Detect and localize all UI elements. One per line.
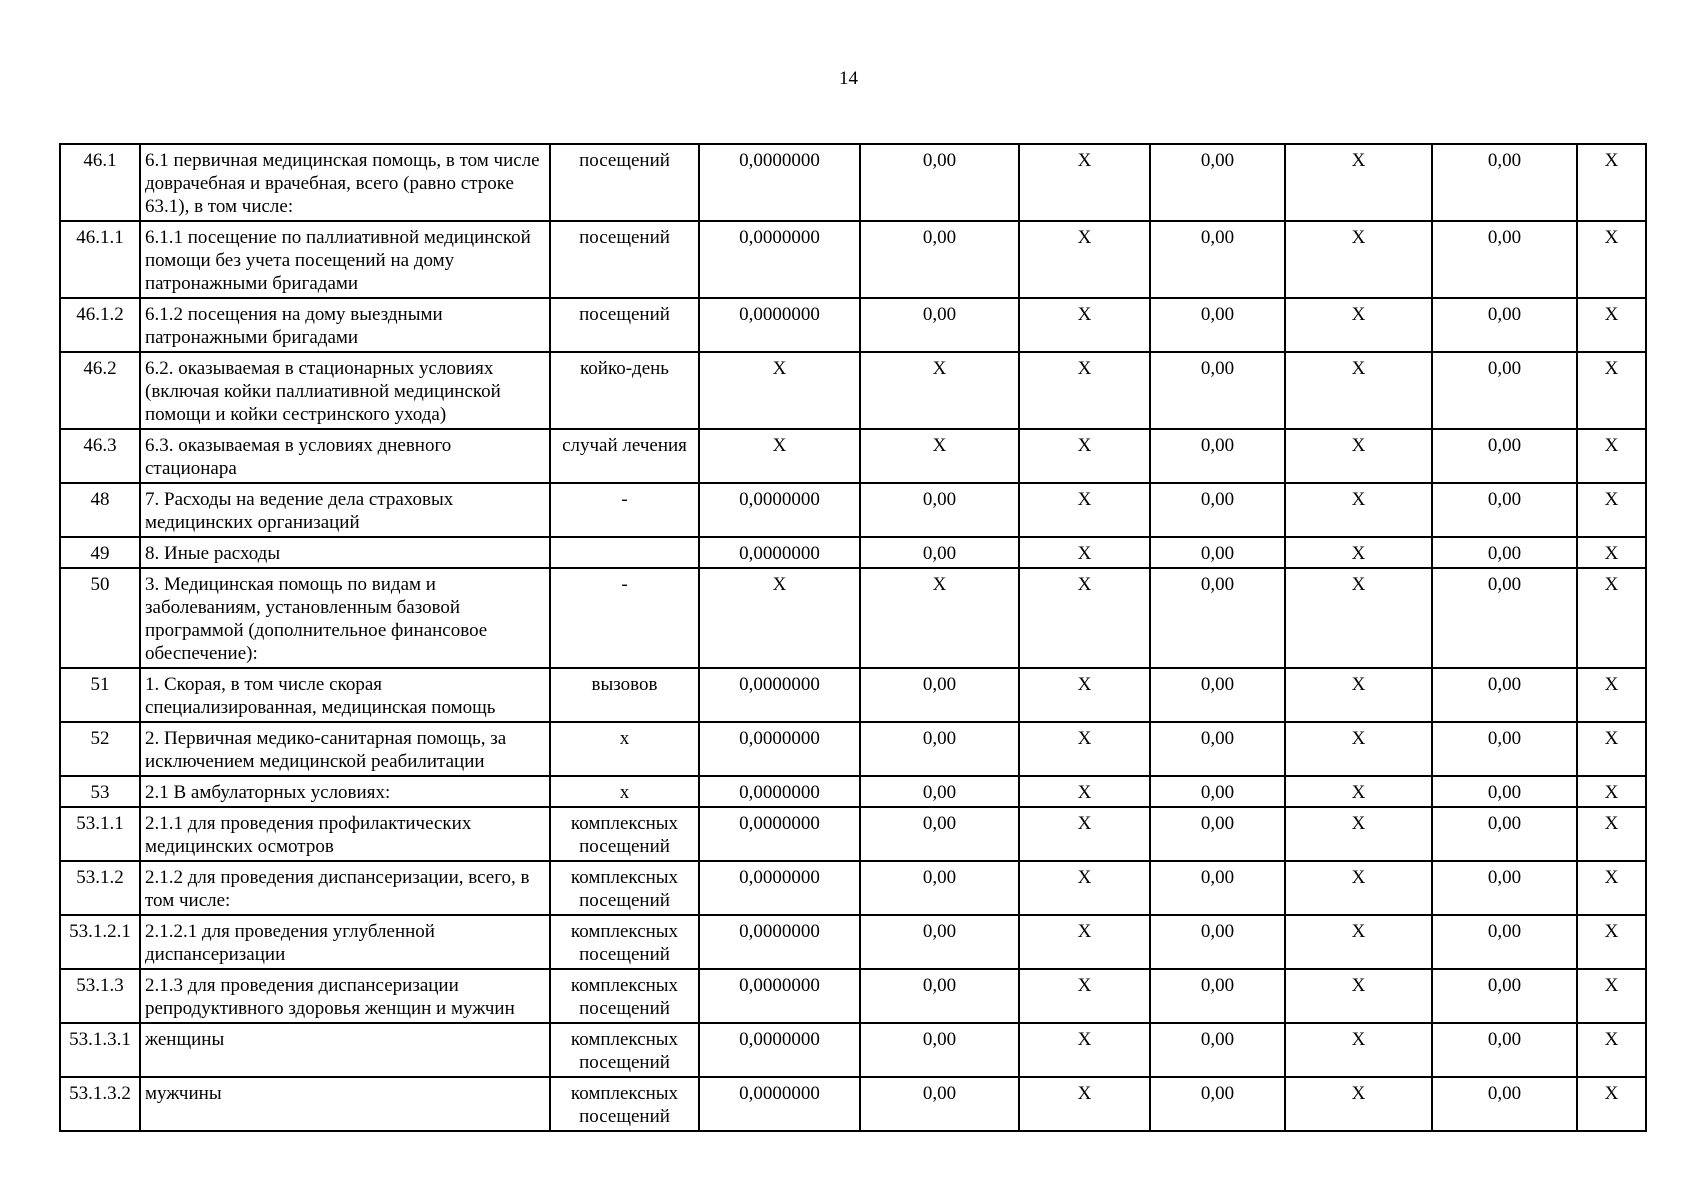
value-cell-2: 0,00	[860, 1077, 1019, 1131]
row-number-cell: 50	[60, 568, 140, 668]
value-cell-2: X	[860, 352, 1019, 429]
value-cell-4: 0,00	[1150, 668, 1285, 722]
value-cell-3: X	[1019, 861, 1150, 915]
unit-cell: койко-день	[550, 352, 699, 429]
value-cell-3: X	[1019, 1023, 1150, 1077]
unit-cell: -	[550, 483, 699, 537]
value-cell-3: X	[1019, 537, 1150, 568]
value-cell-6: 0,00	[1432, 352, 1577, 429]
table-row	[60, 298, 1646, 352]
value-cell-7: X	[1577, 807, 1646, 861]
value-cell-4: 0,00	[1150, 1077, 1285, 1131]
value-cell-4: 0,00	[1150, 1023, 1285, 1077]
value-cell-4: 0,00	[1150, 915, 1285, 969]
table-row	[60, 1077, 1646, 1131]
row-name-cell: 3. Медицинская помощь по видам и заболеваниям, установленным базовой программой (дополнительное финансовое обеспечение):	[140, 568, 550, 668]
value-cell-2: 0,00	[860, 537, 1019, 568]
row-number-cell: 53.1.3.1	[60, 1023, 140, 1077]
value-cell-4: 0,00	[1150, 298, 1285, 352]
value-cell-4: 0,00	[1150, 807, 1285, 861]
unit-cell: комплексных посещений	[550, 1077, 699, 1131]
value-cell-4: 0,00	[1150, 144, 1285, 221]
table-row	[60, 429, 1646, 483]
value-cell-3: X	[1019, 668, 1150, 722]
value-cell-7: X	[1577, 352, 1646, 429]
row-name-cell: 6.2. оказываемая в стационарных условиях (включая койки паллиативной медицинской помощи и койки сестринского ухода)	[140, 352, 550, 429]
table-row	[60, 221, 1646, 298]
value-cell-5: X	[1285, 298, 1432, 352]
unit-cell: комплексных посещений	[550, 915, 699, 969]
value-cell-1: X	[699, 352, 860, 429]
value-cell-6: 0,00	[1432, 861, 1577, 915]
value-cell-7: X	[1577, 776, 1646, 807]
unit-cell: х	[550, 722, 699, 776]
value-cell-6: 0,00	[1432, 483, 1577, 537]
value-cell-1: 0,0000000	[699, 144, 860, 221]
value-cell-1: 0,0000000	[699, 861, 860, 915]
value-cell-5: X	[1285, 668, 1432, 722]
value-cell-1: 0,0000000	[699, 483, 860, 537]
value-cell-6: 0,00	[1432, 722, 1577, 776]
value-cell-1: 0,0000000	[699, 915, 860, 969]
row-name-cell: 2. Первичная медико-санитарная помощь, за исключением медицинской реабилитации	[140, 722, 550, 776]
row-name-cell: женщины	[140, 1023, 550, 1077]
row-number-cell: 46.1.1	[60, 221, 140, 298]
value-cell-5: X	[1285, 429, 1432, 483]
table-row	[60, 969, 1646, 1023]
value-cell-7: X	[1577, 668, 1646, 722]
value-cell-1: 0,0000000	[699, 969, 860, 1023]
value-cell-6: 0,00	[1432, 537, 1577, 568]
table-row	[60, 668, 1646, 722]
unit-cell: посещений	[550, 221, 699, 298]
value-cell-3: X	[1019, 915, 1150, 969]
value-cell-2: 0,00	[860, 776, 1019, 807]
value-cell-7: X	[1577, 722, 1646, 776]
value-cell-3: X	[1019, 298, 1150, 352]
row-number-cell: 53.1.2.1	[60, 915, 140, 969]
value-cell-1: 0,0000000	[699, 221, 860, 298]
value-cell-4: 0,00	[1150, 352, 1285, 429]
value-cell-4: 0,00	[1150, 537, 1285, 568]
value-cell-5: X	[1285, 568, 1432, 668]
row-name-cell: 6.3. оказываемая в условиях дневного стационара	[140, 429, 550, 483]
value-cell-1: 0,0000000	[699, 722, 860, 776]
row-number-cell: 53	[60, 776, 140, 807]
row-number-cell: 52	[60, 722, 140, 776]
row-name-cell: 2.1.3 для проведения диспансеризации репродуктивного здоровья женщин и мужчин	[140, 969, 550, 1023]
value-cell-6: 0,00	[1432, 221, 1577, 298]
value-cell-1: 0,0000000	[699, 298, 860, 352]
row-name-cell: 2.1 В амбулаторных условиях:	[140, 776, 550, 807]
value-cell-4: 0,00	[1150, 969, 1285, 1023]
value-cell-5: X	[1285, 915, 1432, 969]
value-cell-3: X	[1019, 969, 1150, 1023]
value-cell-6: 0,00	[1432, 776, 1577, 807]
value-cell-6: 0,00	[1432, 668, 1577, 722]
unit-cell	[550, 537, 699, 568]
value-cell-2: X	[860, 429, 1019, 483]
value-cell-3: X	[1019, 429, 1150, 483]
table-row	[60, 915, 1646, 969]
value-cell-4: 0,00	[1150, 568, 1285, 668]
unit-cell: вызовов	[550, 668, 699, 722]
value-cell-3: X	[1019, 568, 1150, 668]
table-row	[60, 776, 1646, 807]
table-row	[60, 144, 1646, 221]
row-name-cell: 7. Расходы на ведение дела страховых медицинских организаций	[140, 483, 550, 537]
value-cell-1: X	[699, 568, 860, 668]
value-cell-2: 0,00	[860, 861, 1019, 915]
row-name-cell: 6.1.1 посещение по паллиативной медицинской помощи без учета посещений на дому патронажными бригадами	[140, 221, 550, 298]
value-cell-7: X	[1577, 861, 1646, 915]
row-number-cell: 49	[60, 537, 140, 568]
unit-cell: комплексных посещений	[550, 1023, 699, 1077]
value-cell-1: 0,0000000	[699, 776, 860, 807]
row-number-cell: 53.1.2	[60, 861, 140, 915]
value-cell-6: 0,00	[1432, 1077, 1577, 1131]
table-row	[60, 568, 1646, 668]
value-cell-3: X	[1019, 221, 1150, 298]
value-cell-5: X	[1285, 483, 1432, 537]
unit-cell: посещений	[550, 298, 699, 352]
value-cell-5: X	[1285, 776, 1432, 807]
value-cell-6: 0,00	[1432, 568, 1577, 668]
row-name-cell: 2.1.2 для проведения диспансеризации, всего, в том числе:	[140, 861, 550, 915]
value-cell-7: X	[1577, 1023, 1646, 1077]
value-cell-6: 0,00	[1432, 969, 1577, 1023]
value-cell-1: 0,0000000	[699, 807, 860, 861]
value-cell-2: 0,00	[860, 807, 1019, 861]
value-cell-3: X	[1019, 483, 1150, 537]
value-cell-7: X	[1577, 483, 1646, 537]
value-cell-2: 0,00	[860, 1023, 1019, 1077]
value-cell-5: X	[1285, 537, 1432, 568]
value-cell-2: 0,00	[860, 668, 1019, 722]
value-cell-5: X	[1285, 807, 1432, 861]
value-cell-3: X	[1019, 722, 1150, 776]
value-cell-1: X	[699, 429, 860, 483]
value-cell-6: 0,00	[1432, 144, 1577, 221]
unit-cell: х	[550, 776, 699, 807]
unit-cell: -	[550, 568, 699, 668]
value-cell-7: X	[1577, 221, 1646, 298]
table-row	[60, 722, 1646, 776]
value-cell-3: X	[1019, 144, 1150, 221]
value-cell-4: 0,00	[1150, 722, 1285, 776]
value-cell-5: X	[1285, 221, 1432, 298]
table-row	[60, 537, 1646, 568]
value-cell-5: X	[1285, 352, 1432, 429]
value-cell-3: X	[1019, 807, 1150, 861]
row-name-cell: 2.1.1 для проведения профилактических медицинских осмотров	[140, 807, 550, 861]
unit-cell: случай лечения	[550, 429, 699, 483]
unit-cell: комплексных посещений	[550, 807, 699, 861]
row-name-cell: 6.1 первичная медицинская помощь, в том числе доврачебная и врачебная, всего (равно строке 63.1), в том числе:	[140, 144, 550, 221]
table-row	[60, 807, 1646, 861]
value-cell-7: X	[1577, 568, 1646, 668]
value-cell-5: X	[1285, 1077, 1432, 1131]
value-cell-7: X	[1577, 969, 1646, 1023]
value-cell-2: 0,00	[860, 144, 1019, 221]
table-row	[60, 352, 1646, 429]
value-cell-4: 0,00	[1150, 776, 1285, 807]
value-cell-1: 0,0000000	[699, 1023, 860, 1077]
value-cell-3: X	[1019, 1077, 1150, 1131]
value-cell-4: 0,00	[1150, 221, 1285, 298]
table-body	[60, 144, 1646, 1131]
table-row	[60, 1023, 1646, 1077]
value-cell-2: 0,00	[860, 969, 1019, 1023]
row-name-cell: 6.1.2 посещения на дому выездными патронажными бригадами	[140, 298, 550, 352]
value-cell-2: 0,00	[860, 221, 1019, 298]
unit-cell: комплексных посещений	[550, 969, 699, 1023]
row-number-cell: 53.1.1	[60, 807, 140, 861]
value-cell-4: 0,00	[1150, 429, 1285, 483]
row-number-cell: 46.1.2	[60, 298, 140, 352]
row-number-cell: 53.1.3	[60, 969, 140, 1023]
value-cell-2: X	[860, 568, 1019, 668]
table-row	[60, 861, 1646, 915]
value-cell-2: 0,00	[860, 915, 1019, 969]
value-cell-5: X	[1285, 969, 1432, 1023]
row-name-cell: 8. Иные расходы	[140, 537, 550, 568]
value-cell-7: X	[1577, 915, 1646, 969]
value-cell-2: 0,00	[860, 722, 1019, 776]
row-number-cell: 46.2	[60, 352, 140, 429]
value-cell-4: 0,00	[1150, 861, 1285, 915]
value-cell-7: X	[1577, 1077, 1646, 1131]
row-number-cell: 53.1.3.2	[60, 1077, 140, 1131]
unit-cell: посещений	[550, 144, 699, 221]
value-cell-2: 0,00	[860, 483, 1019, 537]
value-cell-5: X	[1285, 144, 1432, 221]
value-cell-7: X	[1577, 429, 1646, 483]
data-table	[59, 143, 1647, 1132]
row-number-cell: 48	[60, 483, 140, 537]
value-cell-3: X	[1019, 352, 1150, 429]
row-name-cell: мужчины	[140, 1077, 550, 1131]
value-cell-3: X	[1019, 776, 1150, 807]
value-cell-5: X	[1285, 861, 1432, 915]
row-name-cell: 1. Скорая, в том числе скорая специализированная, медицинская помощь	[140, 668, 550, 722]
value-cell-1: 0,0000000	[699, 1077, 860, 1131]
value-cell-7: X	[1577, 298, 1646, 352]
value-cell-6: 0,00	[1432, 429, 1577, 483]
row-number-cell: 46.1	[60, 144, 140, 221]
value-cell-5: X	[1285, 722, 1432, 776]
value-cell-1: 0,0000000	[699, 668, 860, 722]
row-number-cell: 46.3	[60, 429, 140, 483]
table-row	[60, 483, 1646, 537]
value-cell-1: 0,0000000	[699, 537, 860, 568]
row-name-cell: 2.1.2.1 для проведения углубленной диспансеризации	[140, 915, 550, 969]
unit-cell: комплексных посещений	[550, 861, 699, 915]
value-cell-7: X	[1577, 144, 1646, 221]
value-cell-5: X	[1285, 1023, 1432, 1077]
value-cell-6: 0,00	[1432, 1023, 1577, 1077]
value-cell-6: 0,00	[1432, 807, 1577, 861]
row-number-cell: 51	[60, 668, 140, 722]
value-cell-6: 0,00	[1432, 915, 1577, 969]
value-cell-4: 0,00	[1150, 483, 1285, 537]
value-cell-2: 0,00	[860, 298, 1019, 352]
value-cell-7: X	[1577, 537, 1646, 568]
value-cell-6: 0,00	[1432, 298, 1577, 352]
page-number: 14	[839, 68, 858, 89]
